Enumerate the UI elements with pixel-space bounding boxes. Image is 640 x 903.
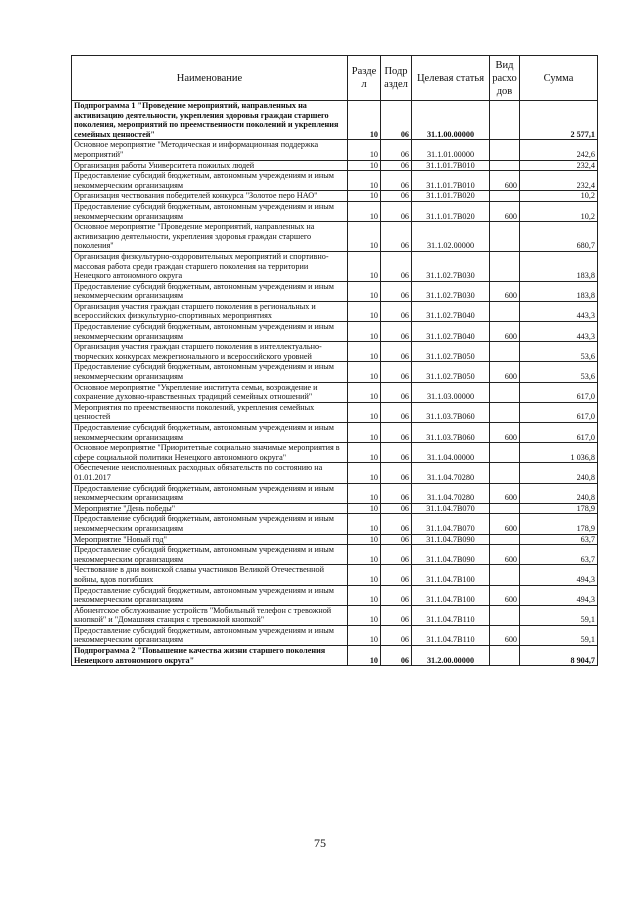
cell-expense-type: 600 [490,281,520,301]
cell-sum: 494,3 [520,565,598,585]
page-number: 75 [314,836,326,850]
table-row [72,222,598,252]
header-section: Разде л [348,56,381,101]
cell-expense-type: 600 [490,545,520,565]
cell-target: 31.1.03.7В060 [412,423,490,443]
table-row [72,545,598,565]
cell-name: Мероприятия по преемственности поколений, укрепления семейных ценностей [72,402,348,422]
cell-subsection: 06 [381,483,412,503]
cell-sum: 59,1 [520,625,598,645]
cell-name: Мероприятие "Новый год" [72,534,348,545]
table-row [72,503,598,514]
cell-expense-type: 600 [490,171,520,191]
cell-target: 31.1.04.7В090 [412,545,490,565]
cell-sum: 240,8 [520,483,598,503]
cell-section: 10 [348,362,381,382]
cell-section: 10 [348,534,381,545]
cell-section: 10 [348,140,381,160]
cell-subsection: 06 [381,251,412,281]
cell-expense-type [490,503,520,514]
cell-sum: 183,8 [520,281,598,301]
cell-subsection: 06 [381,342,412,362]
cell-sum: 240,8 [520,463,598,483]
cell-section: 10 [348,201,381,221]
cell-section: 10 [348,222,381,252]
table-row [72,191,598,202]
header-name: Наименование [72,56,348,101]
cell-subsection: 06 [381,201,412,221]
cell-sum: 63,7 [520,534,598,545]
table-row [72,565,598,585]
cell-sum: 617,0 [520,402,598,422]
cell-target: 31.1.04.7В090 [412,534,490,545]
cell-target: 31.1.02.00000 [412,222,490,252]
cell-name: Предоставление субсидий бюджетным, автономным учреждениям и иным некоммерческим организациям [72,585,348,605]
cell-subsection: 06 [381,362,412,382]
cell-target: 31.1.02.7В050 [412,362,490,382]
cell-subsection: 06 [381,301,412,321]
cell-target: 31.1.04.70280 [412,483,490,503]
cell-target: 31.2.00.00000 [412,646,490,666]
cell-sum: 183,8 [520,251,598,281]
cell-expense-type [490,382,520,402]
cell-name: Организация участия граждан старшего поколения в региональных и всероссийских физкультурно-спортивных мероприятиях [72,301,348,321]
cell-subsection: 06 [381,322,412,342]
table-row [72,160,598,171]
cell-section: 10 [348,646,381,666]
cell-expense-type [490,646,520,666]
cell-subsection: 06 [381,160,412,171]
cell-section: 10 [348,251,381,281]
cell-sum: 178,9 [520,514,598,534]
cell-target: 31.1.04.7В100 [412,565,490,585]
cell-subsection: 06 [381,585,412,605]
cell-name: Предоставление субсидий бюджетным, автономным учреждениям и иным некоммерческим организациям [72,514,348,534]
cell-target: 31.1.03.00000 [412,382,490,402]
table-row [72,301,598,321]
cell-name: Предоставление субсидий бюджетным, автономным учреждениям и иным некоммерческим организациям [72,423,348,443]
cell-section: 10 [348,423,381,443]
cell-target: 31.1.02.7В030 [412,281,490,301]
cell-name: Предоставление субсидий бюджетным, автономным учреждениям и иным некоммерческим организациям [72,281,348,301]
cell-sum: 242,6 [520,140,598,160]
cell-expense-type: 600 [490,423,520,443]
cell-subsection: 06 [381,605,412,625]
cell-section: 10 [348,443,381,463]
cell-expense-type [490,251,520,281]
cell-sum: 178,9 [520,503,598,514]
cell-sum: 8 904,7 [520,646,598,666]
cell-expense-type [490,191,520,202]
cell-target: 31.1.01.7В010 [412,171,490,191]
cell-expense-type [490,222,520,252]
cell-subsection: 06 [381,545,412,565]
cell-sum: 63,7 [520,545,598,565]
table-row [72,201,598,221]
cell-sum: 443,3 [520,322,598,342]
cell-name: Основное мероприятие "Приоритетные социально значимые мероприятия в сфере социальной политики Ненецкого автономного округа" [72,443,348,463]
table-row [72,140,598,160]
table-body [72,101,598,666]
cell-sum: 53,6 [520,342,598,362]
cell-name: Обеспечение неисполненных расходных обязательств по состоянию на 01.01.2017 [72,463,348,483]
cell-sum: 232,4 [520,171,598,191]
cell-section: 10 [348,503,381,514]
cell-target: 31.1.01.7В020 [412,191,490,202]
cell-target: 31.1.04.7В070 [412,514,490,534]
cell-section: 10 [348,101,381,140]
cell-expense-type [490,101,520,140]
cell-target: 31.1.04.7В100 [412,585,490,605]
cell-target: 31.1.01.00000 [412,140,490,160]
cell-subsection: 06 [381,625,412,645]
cell-expense-type: 600 [490,625,520,645]
cell-expense-type: 600 [490,483,520,503]
cell-subsection: 06 [381,463,412,483]
cell-name: Чествование в дни воинской славы участников Великой Отечественной войны, вдов погибших [72,565,348,585]
table-row [72,281,598,301]
cell-sum: 443,3 [520,301,598,321]
cell-subsection: 06 [381,281,412,301]
cell-expense-type [490,402,520,422]
budget-table [71,55,598,666]
cell-expense-type [490,463,520,483]
header-expense-type: Вид расхо дов [490,56,520,101]
cell-target: 31.1.01.7В010 [412,160,490,171]
cell-target: 31.1.02.7В030 [412,251,490,281]
cell-expense-type: 600 [490,514,520,534]
cell-target: 31.1.04.7В110 [412,605,490,625]
cell-subsection: 06 [381,534,412,545]
cell-subsection: 06 [381,140,412,160]
cell-section: 10 [348,301,381,321]
cell-expense-type: 600 [490,585,520,605]
cell-sum: 10,2 [520,201,598,221]
cell-section: 10 [348,605,381,625]
table-row [72,585,598,605]
cell-subsection: 06 [381,101,412,140]
cell-subsection: 06 [381,191,412,202]
cell-target: 31.1.03.7В060 [412,402,490,422]
cell-subsection: 06 [381,222,412,252]
cell-expense-type: 600 [490,201,520,221]
cell-name: Основное мероприятие "Методическая и информационная поддержка мероприятий" [72,140,348,160]
table-header-row [72,56,598,101]
cell-section: 10 [348,171,381,191]
cell-section: 10 [348,483,381,503]
cell-section: 10 [348,545,381,565]
cell-name: Организация чествования победителей конкурса "Золотое перо НАО" [72,191,348,202]
cell-subsection: 06 [381,382,412,402]
cell-name: Основное мероприятие "Проведение мероприятий, направленных на активизацию деятельности, укрепления здоровья граждан старшего поколения" [72,222,348,252]
cell-section: 10 [348,160,381,171]
cell-section: 10 [348,191,381,202]
cell-sum: 1 036,8 [520,443,598,463]
cell-name: Предоставление субсидий бюджетным, автономным учреждениям и иным некоммерческим организациям [72,171,348,191]
cell-target: 31.1.04.7В070 [412,503,490,514]
cell-section: 10 [348,463,381,483]
cell-name: Предоставление субсидий бюджетным, автономным учреждениям и иным некоммерческим организациям [72,545,348,565]
table-row [72,443,598,463]
cell-sum: 232,4 [520,160,598,171]
cell-name: Мероприятие "День победы" [72,503,348,514]
cell-section: 10 [348,322,381,342]
table-row [72,605,598,625]
cell-section: 10 [348,625,381,645]
cell-name: Предоставление субсидий бюджетным, автономным учреждениям и иным некоммерческим организациям [72,362,348,382]
cell-expense-type: 600 [490,362,520,382]
cell-expense-type: 600 [490,322,520,342]
cell-target: 31.1.04.00000 [412,443,490,463]
cell-target: 31.1.02.7В050 [412,342,490,362]
table-row [72,483,598,503]
table-row [72,534,598,545]
cell-subsection: 06 [381,443,412,463]
cell-target: 31.1.04.7В110 [412,625,490,645]
header-target: Целевая статья [412,56,490,101]
cell-sum: 617,0 [520,382,598,402]
cell-sum: 2 577,1 [520,101,598,140]
cell-expense-type [490,534,520,545]
cell-section: 10 [348,342,381,362]
cell-subsection: 06 [381,514,412,534]
cell-sum: 494,3 [520,585,598,605]
cell-name: Абонентское обслуживание устройств "Мобильный телефон с тревожной кнопкой" и "Домашняя станция с тревожной кнопкой" [72,605,348,625]
cell-sum: 53,6 [520,362,598,382]
cell-name: Предоставление субсидий бюджетным, автономным учреждениям и иным некоммерческим организациям [72,483,348,503]
table-row [72,342,598,362]
cell-expense-type [490,443,520,463]
cell-name: Предоставление субсидий бюджетным, автономным учреждениям и иным некоммерческим организациям [72,322,348,342]
cell-target: 31.1.02.7В040 [412,322,490,342]
cell-name: Организация работы Университета пожилых людей [72,160,348,171]
cell-sum: 10,2 [520,191,598,202]
cell-subsection: 06 [381,423,412,443]
table-row [72,101,598,140]
cell-expense-type [490,140,520,160]
table-row [72,171,598,191]
cell-subsection: 06 [381,402,412,422]
cell-name: Предоставление субсидий бюджетным, автономным учреждениям и иным некоммерческим организациям [72,625,348,645]
cell-section: 10 [348,585,381,605]
table-row [72,625,598,645]
table-row [72,382,598,402]
cell-name: Подпрограмма 1 "Проведение мероприятий, направленных на активизацию деятельности, укрепления здоровья граждан старшего поколения, мероприятий по преемственности поколений и укрепления семейных ценностей" [72,101,348,140]
cell-section: 10 [348,281,381,301]
cell-target: 31.1.00.00000 [412,101,490,140]
cell-expense-type [490,605,520,625]
cell-section: 10 [348,382,381,402]
cell-subsection: 06 [381,646,412,666]
cell-target: 31.1.01.7В020 [412,201,490,221]
header-subsection: Подр аздел [381,56,412,101]
cell-name: Основное мероприятие "Укрепление института семьи, возрождение и сохранение духовно-нравственных традиций семейных отношений" [72,382,348,402]
cell-expense-type [490,160,520,171]
cell-name: Предоставление субсидий бюджетным, автономным учреждениям и иным некоммерческим организациям [72,201,348,221]
cell-section: 10 [348,565,381,585]
cell-name: Организация участия граждан старшего поколения в интеллектуально-творческих конкурсах межрегионального и всероссийского уровней [72,342,348,362]
cell-name: Подпрограмма 2 "Повышение качества жизни старшего поколения Ненецкого автономного округа" [72,646,348,666]
cell-sum: 680,7 [520,222,598,252]
cell-sum: 59,1 [520,605,598,625]
cell-subsection: 06 [381,503,412,514]
table-row [72,251,598,281]
cell-subsection: 06 [381,171,412,191]
table-row [72,362,598,382]
cell-expense-type [490,565,520,585]
cell-section: 10 [348,514,381,534]
cell-subsection: 06 [381,565,412,585]
cell-section: 10 [348,402,381,422]
cell-target: 31.1.04.70280 [412,463,490,483]
cell-sum: 617,0 [520,423,598,443]
cell-target: 31.1.02.7В040 [412,301,490,321]
table-row [72,322,598,342]
cell-name: Организация физкультурно-оздоровительных мероприятий и спортивно-массовая работа среди граждан старшего поколения на территории Ненецкого автономного округа [72,251,348,281]
table-row [72,402,598,422]
table-row [72,423,598,443]
table-row [72,646,598,666]
table-row [72,514,598,534]
cell-expense-type [490,342,520,362]
table-row [72,463,598,483]
header-sum: Сумма [520,56,598,101]
cell-expense-type [490,301,520,321]
